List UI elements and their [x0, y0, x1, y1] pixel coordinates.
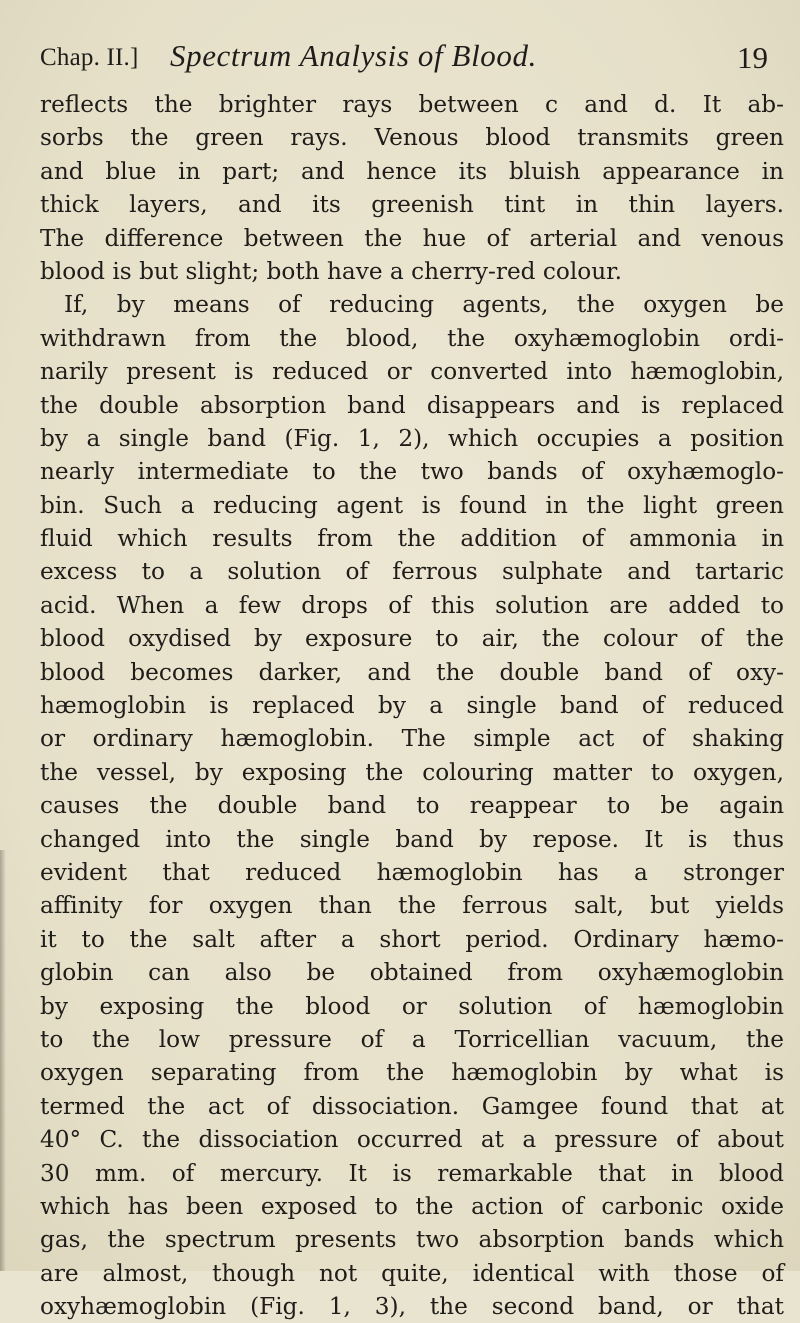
- body-text: [40, 88, 784, 1323]
- text-line: changed into the single band by repose. It is thus: [40, 825, 784, 853]
- running-title: Spectrum Analysis of Blood.: [170, 38, 537, 73]
- text-line: evident that reduced hæmoglobin has a stronger: [40, 858, 784, 886]
- text-line: thick layers, and its greenish tint in thin layers.: [40, 191, 784, 219]
- text-line: bin. Such a reducing agent is found in the light green: [40, 491, 784, 519]
- page-header: [40, 38, 770, 88]
- text-line: affinity for oxygen than the ferrous salt, but yields: [40, 892, 784, 920]
- text-line: and blue in part; and hence its bluish appearance in: [40, 157, 784, 185]
- text-line: oxyhæmoglobin (Fig. 1, 3), the second band, or that: [40, 1293, 784, 1321]
- text-line: If, by means of reducing agents, the oxygen be: [64, 291, 784, 319]
- text-line: oxygen separating from the hæmoglobin by what is: [40, 1059, 784, 1087]
- text-line: globin can also be obtained from oxyhæmoglobin: [40, 959, 784, 987]
- text-line: 40° C. the dissociation occurred at a pressure of about: [40, 1126, 784, 1154]
- text-line: blood oxydised by exposure to air, the colour of the: [40, 625, 784, 653]
- text-line: withdrawn from the blood, the oxyhæmoglobin ordi-: [40, 324, 784, 352]
- page-edge-shadow: [0, 850, 6, 1271]
- text-line: termed the act of dissociation. Gamgee found that at: [40, 1092, 784, 1120]
- text-line: which has been exposed to the action of carbonic oxide: [40, 1192, 784, 1220]
- text-line: The difference between the hue of arterial and venous: [40, 224, 784, 252]
- text-line: nearly intermediate to the two bands of oxyhæmoglo-: [40, 458, 784, 486]
- text-line: or ordinary hæmoglobin. The simple act of shaking: [40, 725, 784, 753]
- text-line: it to the salt after a short period. Ordinary hæmo-: [40, 925, 784, 953]
- text-line: by a single band (Fig. 1, 2), which occupies a position: [40, 424, 784, 452]
- text-line: gas, the spectrum presents two absorption bands which: [40, 1226, 784, 1254]
- chapter-label: Chap. II.]: [40, 44, 139, 71]
- text-line: the vessel, by exposing the colouring matter to oxygen,: [40, 758, 784, 786]
- page-number: 19: [737, 40, 768, 75]
- text-line: blood becomes darker, and the double band of oxy-: [40, 658, 784, 686]
- text-line: fluid which results from the addition of ammonia in: [40, 525, 784, 553]
- text-line: causes the double band to reappear to be again: [40, 792, 784, 820]
- text-line: 30 mm. of mercury. It is remarkable that in blood: [40, 1159, 784, 1187]
- text-line: are almost, though not quite, identical with those of: [40, 1259, 784, 1287]
- text-line: narily present is reduced or converted into hæmoglobin,: [40, 358, 784, 386]
- text-line: hæmoglobin is replaced by a single band of reduced: [40, 692, 784, 720]
- text-line: acid. When a few drops of this solution are added to: [40, 591, 784, 619]
- text-line: blood is but slight; both have a cherry-red colour.: [40, 257, 623, 285]
- text-line: to the low pressure of a Torricellian vacuum, the: [40, 1025, 784, 1053]
- text-line: the double absorption band disappears and is replaced: [40, 391, 784, 419]
- text-line: by exposing the blood or solution of hæmoglobin: [40, 992, 784, 1020]
- text-line: excess to a solution of ferrous sulphate and tartaric: [40, 558, 784, 586]
- text-line: sorbs the green rays. Venous blood transmits green: [40, 124, 784, 152]
- text-line: reflects the brighter rays between c and d. It ab-: [40, 91, 784, 118]
